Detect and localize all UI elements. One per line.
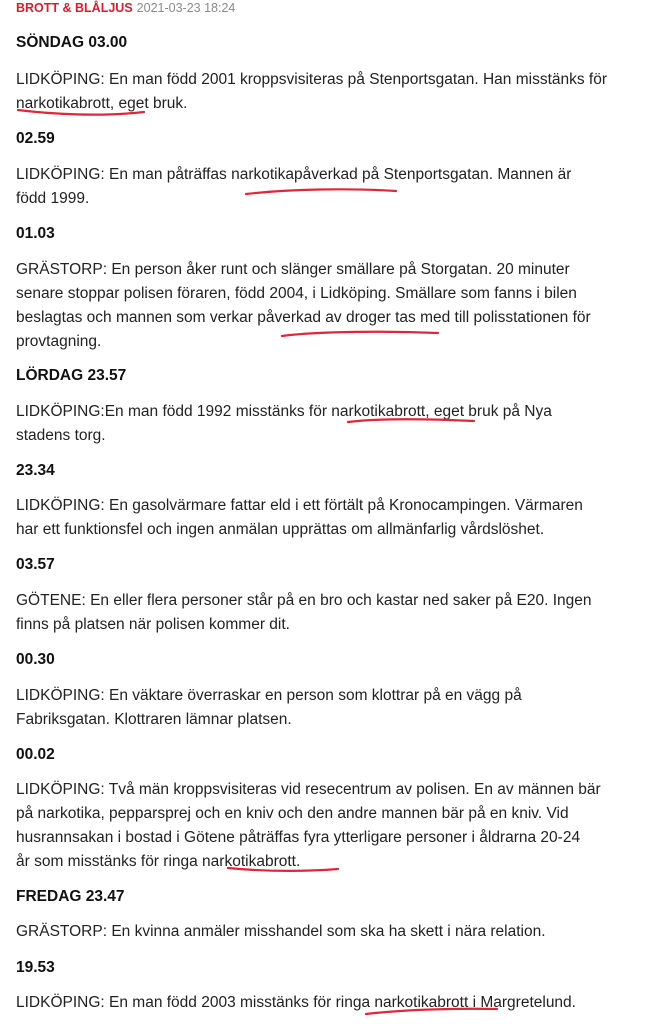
entry-line: GÖTENE: En eller flera personer står på en bro och kastar ned saker på E20. Ingen	[16, 592, 592, 609]
entry-line: stadens torg.	[16, 427, 106, 444]
entry-line: år som misstänks för ringa narkotikabrott.	[16, 853, 301, 870]
entry-line: LIDKÖPING: En gasolvärmare fattar eld i ett förtält på Kronocampingen. Värmaren	[16, 497, 583, 514]
entry-line: LIDKÖPING: En man påträffas narkotikapåverkad på Stenportsgatan. Mannen är	[16, 166, 572, 183]
entry-line: LIDKÖPING: Två män kroppsvisiteras vid resecentrum av polisen. En av männen bär	[16, 781, 601, 798]
entry-line: född 1999.	[16, 190, 90, 207]
entry-line: provtagning.	[16, 333, 102, 350]
entry-text	[16, 589, 648, 637]
entry-text	[16, 163, 648, 211]
entry-line: narkotikabrott, eget bruk.	[16, 95, 188, 112]
entry-time-heading: 03.57	[16, 556, 55, 573]
entry-time-heading: LÖRDAG 23.57	[16, 367, 127, 384]
category-link[interactable]: BROTT & BLÅLJUS	[16, 1, 133, 15]
entry-line: GRÄSTORP: En person åker runt och slänger smällare på Storgatan. 20 minuter	[16, 261, 570, 278]
entry-text	[16, 258, 648, 354]
entry-line: beslagtas och mannen som verkar påverkad av droger tas med till polisstationen för	[16, 309, 591, 326]
entry-line: LIDKÖPING: En man född 2001 kroppsvisiteras på Stenportsgatan. Han misstänks för	[16, 71, 608, 88]
entry-time-heading: 01.03	[16, 225, 55, 242]
entry-text	[16, 400, 648, 448]
entry-line: husrannsakan i bostad i Götene påträffas fyra ytterligare personer i åldrarna 20-24	[16, 829, 581, 846]
entry-line: GRÄSTORP: En kvinna anmäler misshandel som ska ha skett i nära relation.	[16, 923, 546, 940]
entry-text	[16, 778, 648, 874]
entry-line: Fabriksgatan. Klottraren lämnar platsen.	[16, 711, 292, 728]
entry-time-heading: SÖNDAG 03.00	[16, 34, 128, 51]
entry-line: har ett funktionsfel och ingen anmälan upprättas om allmänfarlig vårdslöshet.	[16, 521, 545, 538]
entry-time-heading: 02.59	[16, 130, 55, 147]
entry-line: LIDKÖPING:En man född 1992 misstänks för narkotikabrott, eget bruk på Nya	[16, 403, 552, 420]
entry-text	[16, 494, 648, 542]
entry-time-heading: 00.30	[16, 651, 55, 668]
publish-datetime: 2021-03-23 18:24	[136, 1, 236, 15]
entry-line: på narkotika, pepparsprej och en kniv och den andre mannen bär på en kniv. Vid	[16, 805, 569, 822]
entry-time-heading: 00.02	[16, 746, 55, 763]
entry-text	[16, 68, 648, 116]
entry-time-heading: 19.53	[16, 959, 55, 976]
entry-time-heading: 23.34	[16, 462, 55, 479]
entry-text	[16, 684, 648, 732]
entry-text	[16, 920, 648, 944]
entry-line: senare stoppar polisen föraren, född 2004, i Lidköping. Smällare som fanns i bilen	[16, 285, 577, 302]
entry-text	[16, 991, 648, 1015]
entry-line: LIDKÖPING: En väktare överraskar en person som klottrar på en vägg på	[16, 687, 522, 704]
article-meta	[16, 0, 235, 16]
entry-line: finns på platsen när polisen kommer dit.	[16, 616, 290, 633]
entry-line: LIDKÖPING: En man född 2003 misstänks för ringa narkotikabrott i Margretelund.	[16, 994, 576, 1011]
entry-time-heading: FREDAG 23.47	[16, 888, 125, 905]
